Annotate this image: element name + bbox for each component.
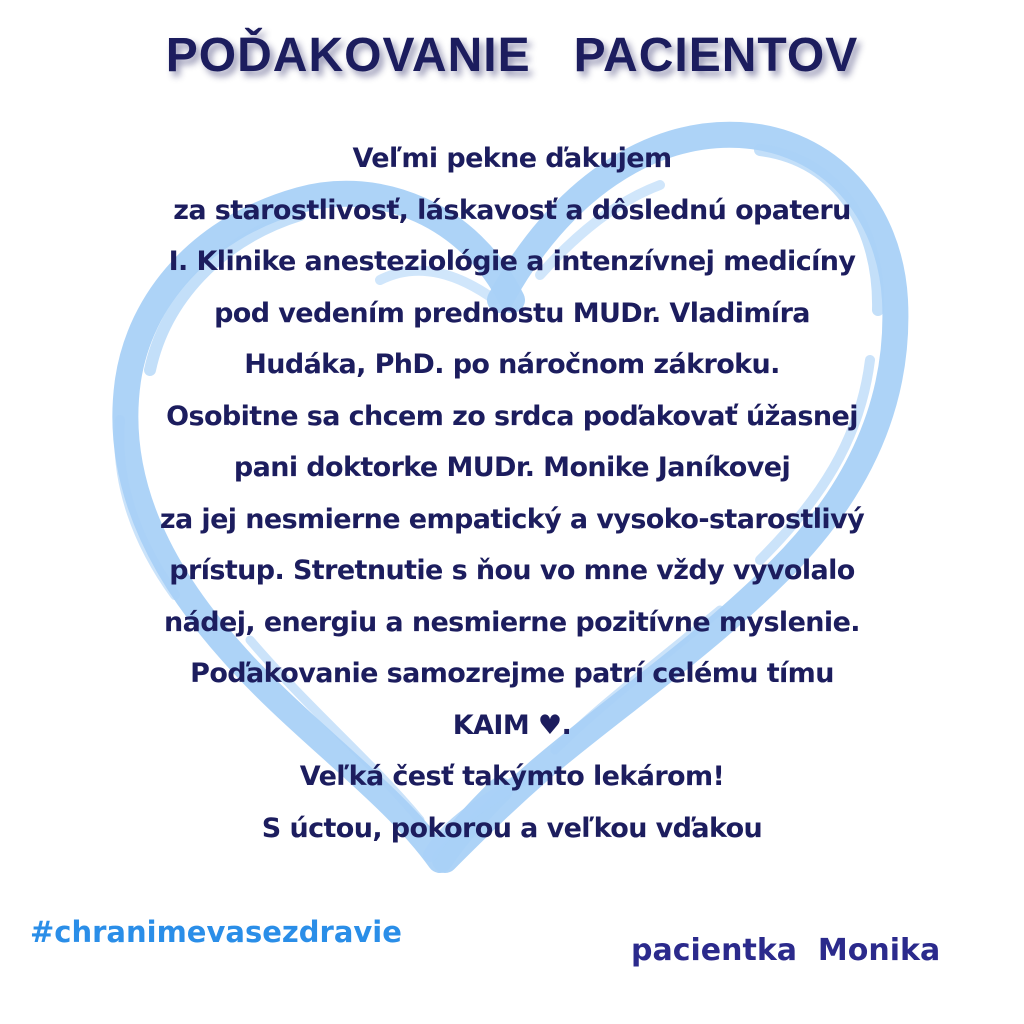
signature: pacientka Monika <box>631 933 941 968</box>
message-line: S úctou, pokorou a veľkou vďakou <box>261 812 763 844</box>
hashtag-label: #chranimevasezdravie <box>30 915 402 949</box>
message-line: Veľká česť takýmto lekárom! <box>299 761 725 792</box>
thank-you-message <box>40 133 984 854</box>
message-line: I. Klinike anesteziológie a intenzívnej medicíny <box>168 246 856 277</box>
message-line: za jej nesmierne empatický a vysoko-starostlivý <box>159 503 865 535</box>
page-title: POĎAKOVANIE PACIENTOV <box>165 29 859 82</box>
message-line: Poďakovanie samozrejme patrí celému tímu <box>190 658 834 689</box>
message-line: prístup. Stretnutie s ňou vo mne vždy vyvolalo <box>169 555 855 586</box>
message-line: Hudáka, PhD. po náročnom zákroku. <box>244 349 780 380</box>
message-line: KAIM ♥. <box>452 709 572 741</box>
message-line: za starostlivosť, láskavosť a dôslednú opateru <box>173 194 851 226</box>
message-line: nádej, energiu a nesmierne pozitívne myslenie. <box>164 606 860 638</box>
message-line: pod vedením prednostu MUDr. Vladimíra <box>214 297 810 329</box>
message-line: Veľmi pekne ďakujem <box>352 143 672 174</box>
message-line: pani doktorke MUDr. Monike Janíkovej <box>233 452 791 483</box>
message-line: Osobitne sa chcem zo srdca poďakovať úžasnej <box>166 400 858 432</box>
